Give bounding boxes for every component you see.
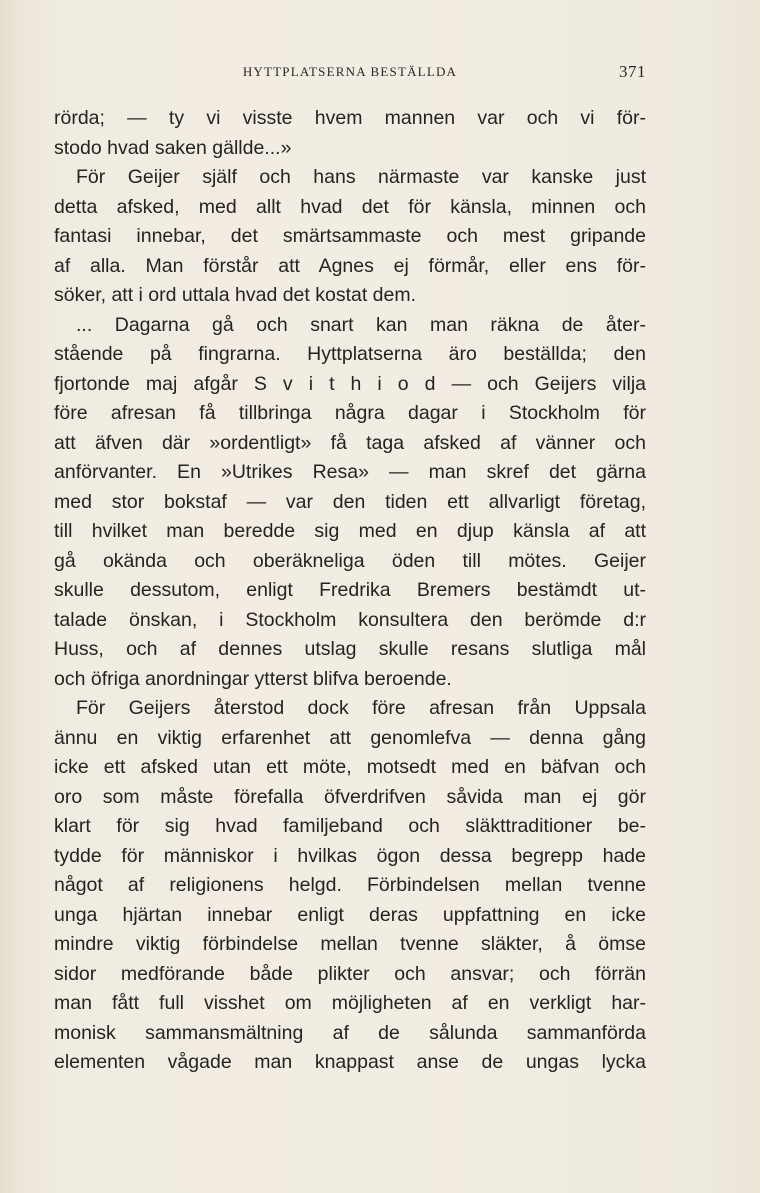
text-line: af alla. Man förstår att Agnes ej förmår, eller ens för- (54, 254, 646, 277)
text-line: och öfriga anordningar ytterst blifva beroende. (54, 667, 452, 690)
text-line: man fått full visshet om möjligheten af en verkligt har- (54, 992, 646, 1014)
text-line: Huss, och af dennes utslag skulle resans slutliga mål (54, 638, 646, 660)
text-line: fantasi innebar, det smärtsammaste och mest gripande (54, 225, 646, 247)
text-line: talade önskan, i Stockholm konsultera den berömde d:r (54, 608, 646, 631)
text-line: oro som måste förefalla öfverdrifven såvida man ej gör (54, 785, 646, 808)
text-line: med stor bokstaf — var den tiden ett allvarligt företag, (54, 490, 646, 513)
text-line: fjortonde maj afgår S v i t h i o d — och Geijers vilja (54, 372, 646, 395)
text-line: För Geijers återstod dock före afresan från Uppsala (76, 697, 646, 719)
text-line: mindre viktig förbindelse mellan tvenne släkter, å ömse (54, 933, 646, 955)
text-line: skulle dessutom, enligt Fredrika Bremers bestämdt ut- (54, 579, 646, 601)
text-line: stående på fingrarna. Hyttplatserna äro beställda; den (54, 343, 646, 365)
text-line: stodo hvad saken gällde...» (54, 136, 292, 159)
text-line: detta afsked, med allt hvad det för känsla, minnen och (54, 195, 646, 218)
text-line: För Geijer själf och hans närmaste var kanske just (76, 166, 646, 188)
text-line: ännu en viktig erfarenhet att genomlefva — denna gång (54, 726, 646, 749)
text-line: icke ett afsked utan ett möte, motsedt med en bäfvan och (54, 756, 646, 778)
text-line: unga hjärtan innebar enligt deras uppfattning en icke (54, 903, 646, 926)
text-line: något af religionens helgd. Förbindelsen mellan tvenne (54, 874, 646, 896)
text-line: före afresan få tillbringa några dagar i Stockholm för (54, 402, 646, 424)
text-line: till hvilket man beredde sig med en djup känsla af att (54, 520, 646, 542)
text-line: klart för sig hvad familjeband och släkttraditioner be- (54, 815, 646, 837)
text-line: anförvanter. En »Utrikes Resa» — man skref det gärna (54, 461, 646, 483)
page-number: 371 (619, 62, 646, 81)
text-line: tydde för människor i hvilkas ögon dessa begrepp hade (54, 844, 646, 867)
body-text (54, 104, 646, 1078)
running-title: HYTTPLATSERNA BESTÄLLDA (242, 64, 458, 79)
text-line: ... Dagarna gå och snart kan man räkna de åter- (76, 313, 646, 336)
text-line: rörda; — ty vi visste hvem mannen var och vi för- (54, 107, 646, 129)
text-line: söker, att i ord uttala hvad det kostat dem. (54, 284, 417, 306)
text-line: gå okända och oberäkneliga öden till mötes. Geijer (54, 549, 646, 572)
text-line: sidor medförande både plikter och ansvar; och förrän (54, 962, 646, 985)
running-head (54, 62, 646, 86)
text-line: elementen vågade man knappast anse de ungas lycka (54, 1051, 646, 1073)
text-line: monisk sammansmältning af de sålunda sammanförda (54, 1021, 646, 1044)
text-line: att äfven där »ordentligt» få taga afsked af vänner och (54, 431, 646, 454)
